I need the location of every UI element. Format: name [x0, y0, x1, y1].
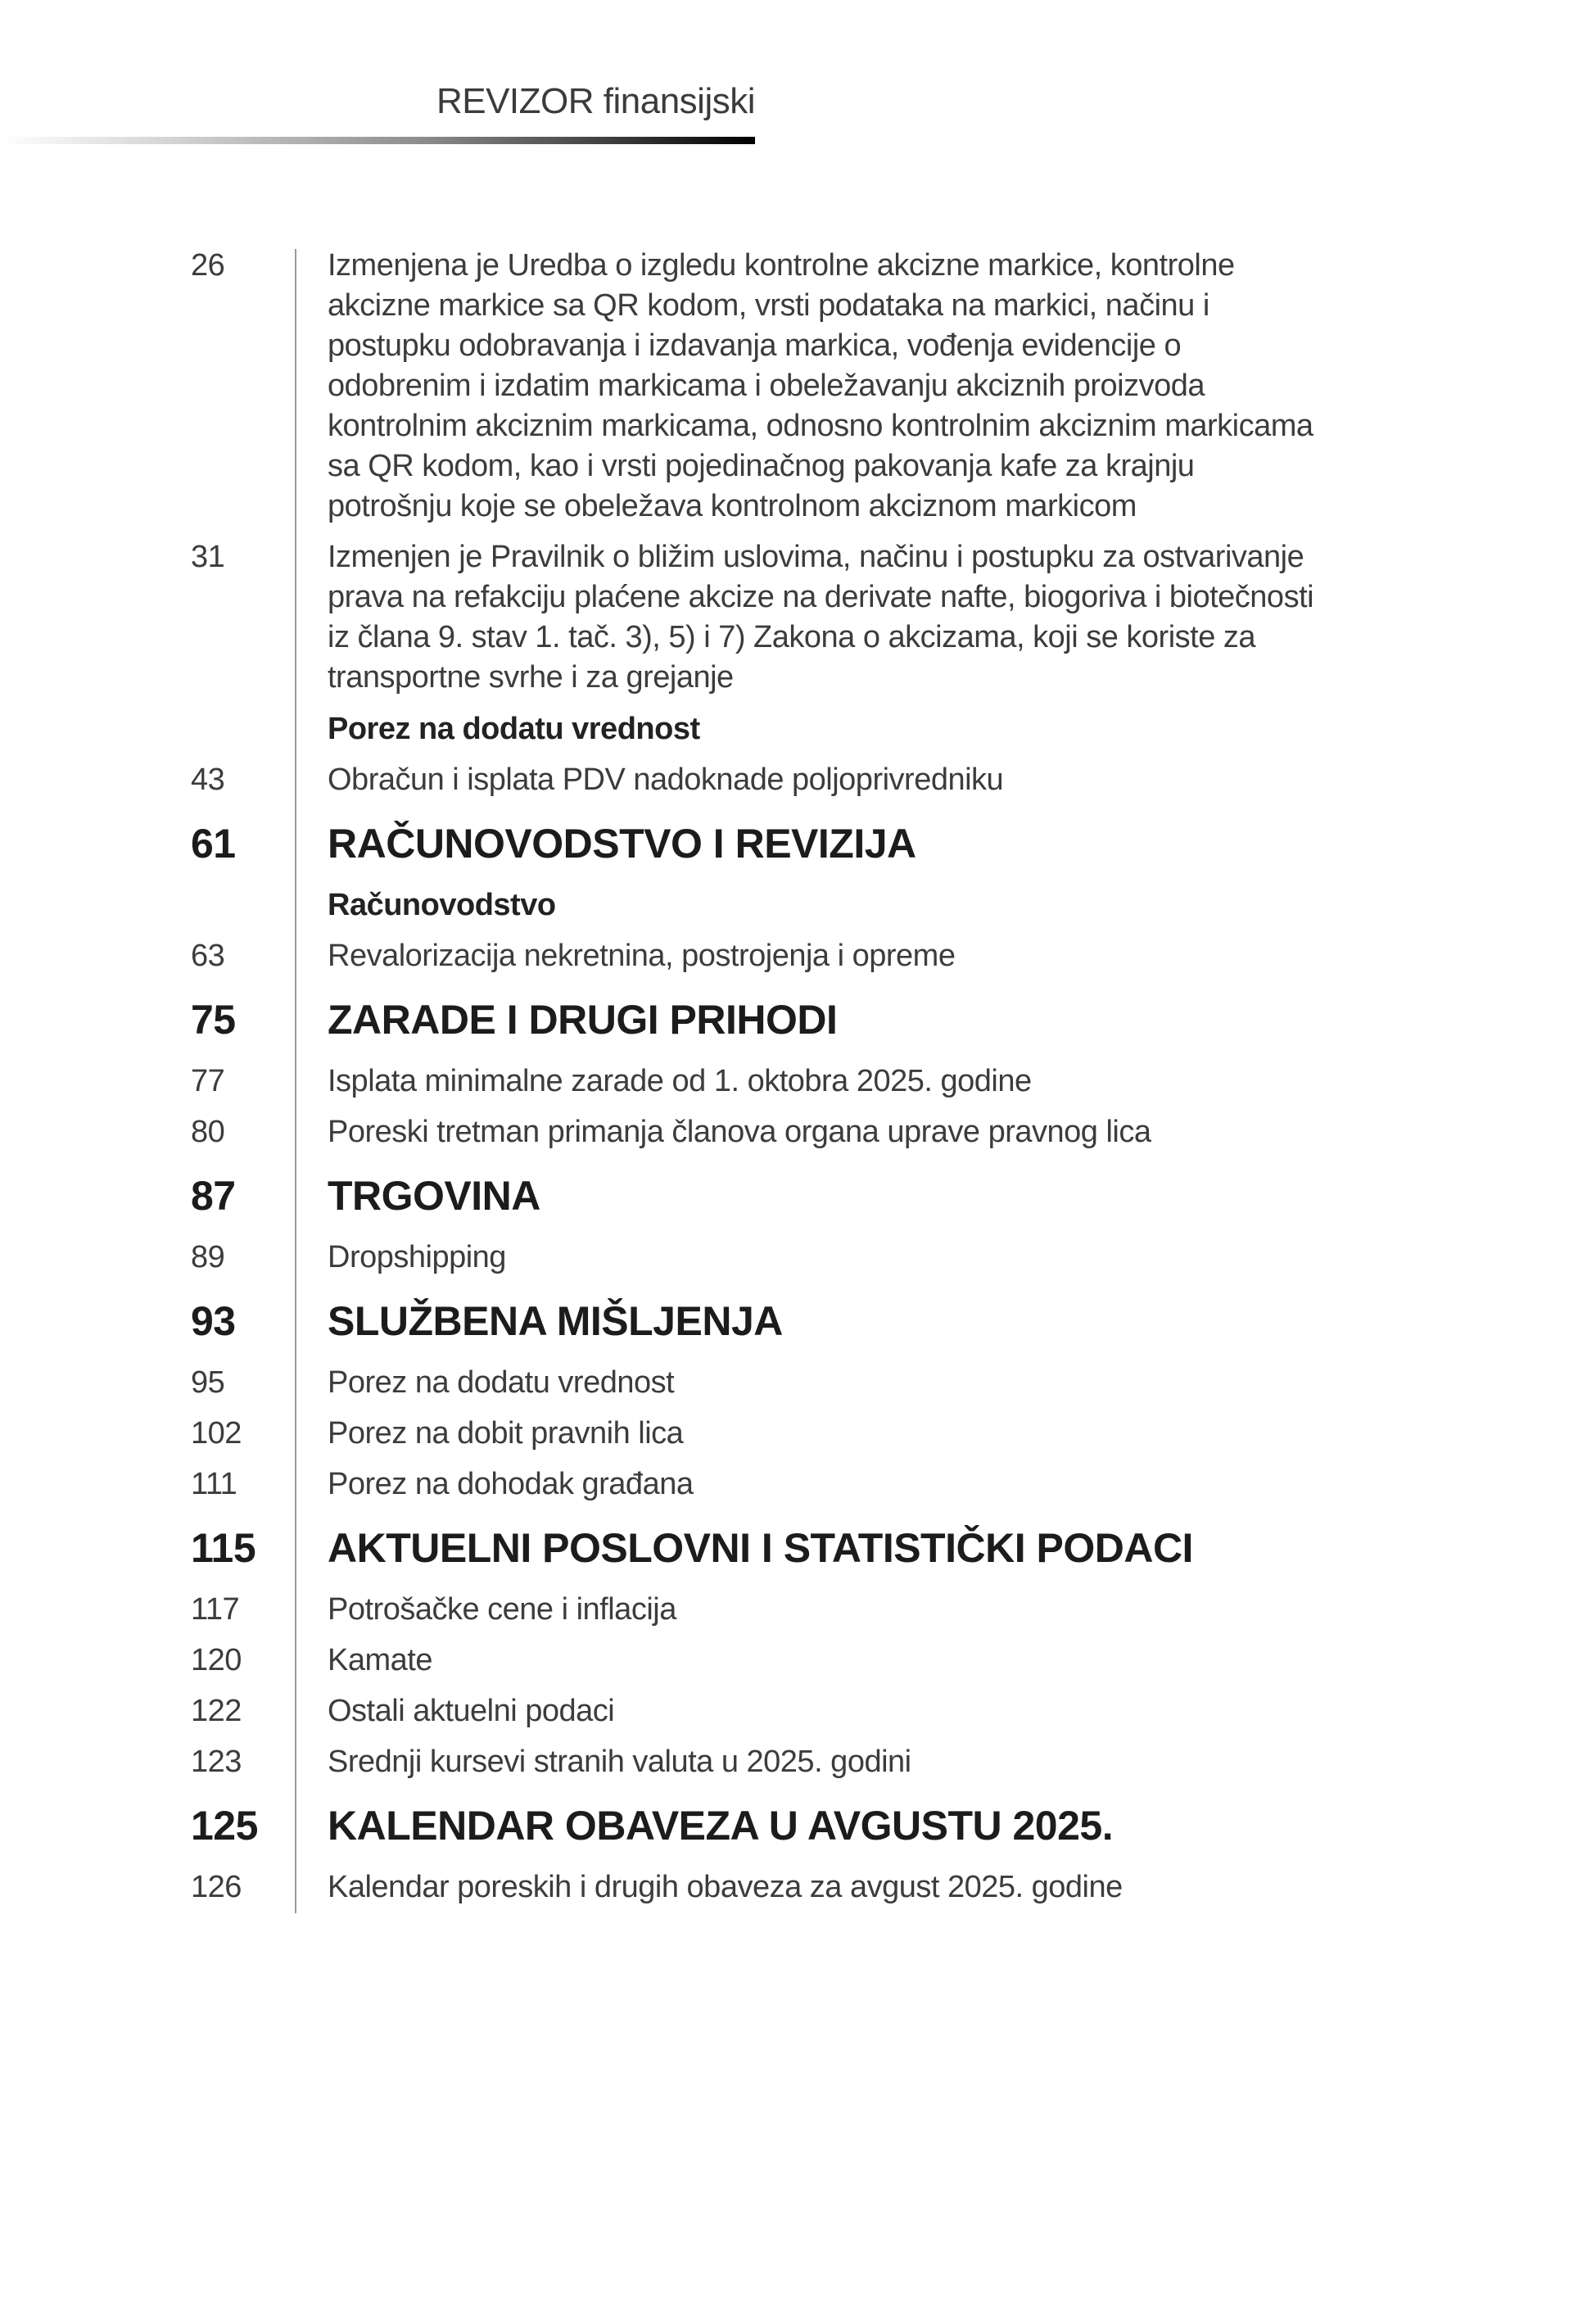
toc-page-number: 43: [191, 763, 225, 797]
toc-divider-line: [295, 249, 296, 1913]
toc-entry-title: ZARADE I DRUGI PRIHODI: [328, 997, 838, 1043]
toc-entry-title: Porez na dobit pravnih lica: [328, 1416, 684, 1451]
table-of-contents: [0, 246, 1318, 1918]
toc-entry-title: Isplata minimalne zarade od 1. oktobra 2025. godine: [328, 1064, 1032, 1098]
toc-page-number: 61: [191, 821, 236, 867]
toc-page-number: 111: [191, 1467, 237, 1501]
toc-row-item: [0, 1691, 1318, 1731]
toc-row-item: [0, 1867, 1318, 1908]
toc-page-number: 95: [191, 1365, 225, 1400]
toc-row-item: [0, 760, 1318, 800]
toc-entry-title: SLUŽBENA MIŠLJENJA: [328, 1298, 783, 1344]
toc-row-section: [0, 996, 1318, 1043]
toc-page-number: 126: [191, 1870, 242, 1904]
toc-entry-title: Izmenjen je Pravilnik o bližim uslovima, načinu i postupku za ostvarivanje prava na refakciju plaćene akcize na derivate nafte, biogoriva i biotečnosti iz člana 9. stav 1. tač. 3), 5) i 7) Zakona o akcizama, koji se koriste za transportne svrhe i za grejanje: [328, 540, 1314, 695]
toc-entry-title: Porez na dodatu vrednost: [328, 1365, 675, 1400]
toc-entry-title: Porez na dohodak građana: [328, 1467, 694, 1501]
toc-page-number: 115: [191, 1525, 256, 1571]
toc-entry-title: Obračun i isplata PDV nadoknade poljoprivredniku: [328, 763, 1004, 797]
toc-row-item: [0, 1112, 1318, 1152]
toc-row-subheader: [0, 885, 1318, 926]
toc-row-section: [0, 1172, 1318, 1220]
toc-page-number: 80: [191, 1115, 225, 1149]
toc-page-number: 117: [191, 1592, 240, 1627]
toc-page-number: 26: [191, 248, 225, 283]
toc-page-number: 89: [191, 1240, 225, 1274]
toc-entry-title: Dropshipping: [328, 1240, 506, 1274]
toc-row-item: [0, 1641, 1318, 1681]
toc-row-subheader: [0, 709, 1318, 749]
toc-page-number: 87: [191, 1173, 236, 1219]
toc-row-item: [0, 1464, 1318, 1505]
publication-title: REVIZOR finansijski: [436, 81, 755, 121]
toc-entry-title: Porez na dodatu vrednost: [328, 712, 700, 746]
toc-row-section: [0, 820, 1318, 867]
toc-row-item: [0, 1238, 1318, 1278]
toc-page-number: 77: [191, 1064, 225, 1098]
header-gradient-rule: [0, 137, 755, 144]
toc-rows: [0, 246, 1318, 1908]
toc-entry-title: Kalendar poreskih i drugih obaveza za avgust 2025. godine: [328, 1870, 1123, 1904]
toc-entry-title: Srednji kursevi stranih valuta u 2025. godini: [328, 1745, 911, 1779]
toc-entry-title: RAČUNOVODSTVO I REVIZIJA: [328, 821, 916, 867]
toc-row-item: [0, 537, 1318, 698]
toc-row-item: [0, 936, 1318, 976]
toc-page-number: 102: [191, 1416, 242, 1451]
toc-row-section: [0, 1802, 1318, 1849]
toc-page-number: 120: [191, 1643, 242, 1677]
toc-row-item: [0, 1061, 1318, 1102]
toc-page-number: 93: [191, 1298, 236, 1344]
toc-entry-title: Izmenjena je Uredba o izgledu kontrolne akcizne markice, kontrolne akcizne markice sa QR kodom, vrsti podataka na markici, načinu i postupku odobravanja i izdavanja markica, vođenja evidencije o odobrenim i izdatim markicama i obeležavanju akciznih proizvoda kontrolnim akciznim markicama, odnosno kontrolnim akciznim markicama sa QR kodom, kao i vrsti pojedinačnog pakovanja kafe za krajnju potrošnju koje se obeležava kontrolnom akciznom markicom: [328, 248, 1313, 523]
toc-page-number: 31: [191, 540, 225, 574]
toc-row-section: [0, 1524, 1318, 1572]
toc-entry-title: Revalorizacija nekretnina, postrojenja i opreme: [328, 939, 956, 973]
toc-entry-title: Ostali aktuelni podaci: [328, 1694, 615, 1728]
toc-entry-title: Potrošačke cene i inflacija: [328, 1592, 676, 1627]
toc-entry-title: Poreski tretman primanja članova organa uprave pravnog lica: [328, 1115, 1151, 1149]
toc-page-number: 123: [191, 1745, 242, 1779]
toc-page-number: 63: [191, 939, 225, 973]
toc-entry-title: Kamate: [328, 1643, 432, 1677]
toc-page-number: 75: [191, 997, 236, 1043]
toc-entry-title: KALENDAR OBAVEZA U AVGUSTU 2025.: [328, 1803, 1114, 1849]
toc-entry-title: Računovodstvo: [328, 888, 556, 922]
toc-row-item: [0, 1363, 1318, 1403]
toc-row-item: [0, 1742, 1318, 1782]
toc-row-section: [0, 1297, 1318, 1345]
toc-page-number: 122: [191, 1694, 242, 1728]
toc-row-item: [0, 1590, 1318, 1630]
toc-page-number: 125: [191, 1803, 258, 1849]
toc-entry-title: TRGOVINA: [328, 1173, 540, 1219]
toc-row-item: [0, 246, 1318, 527]
toc-entry-title: AKTUELNI POSLOVNI I STATISTIČKI PODACI: [328, 1525, 1193, 1571]
toc-row-item: [0, 1414, 1318, 1454]
